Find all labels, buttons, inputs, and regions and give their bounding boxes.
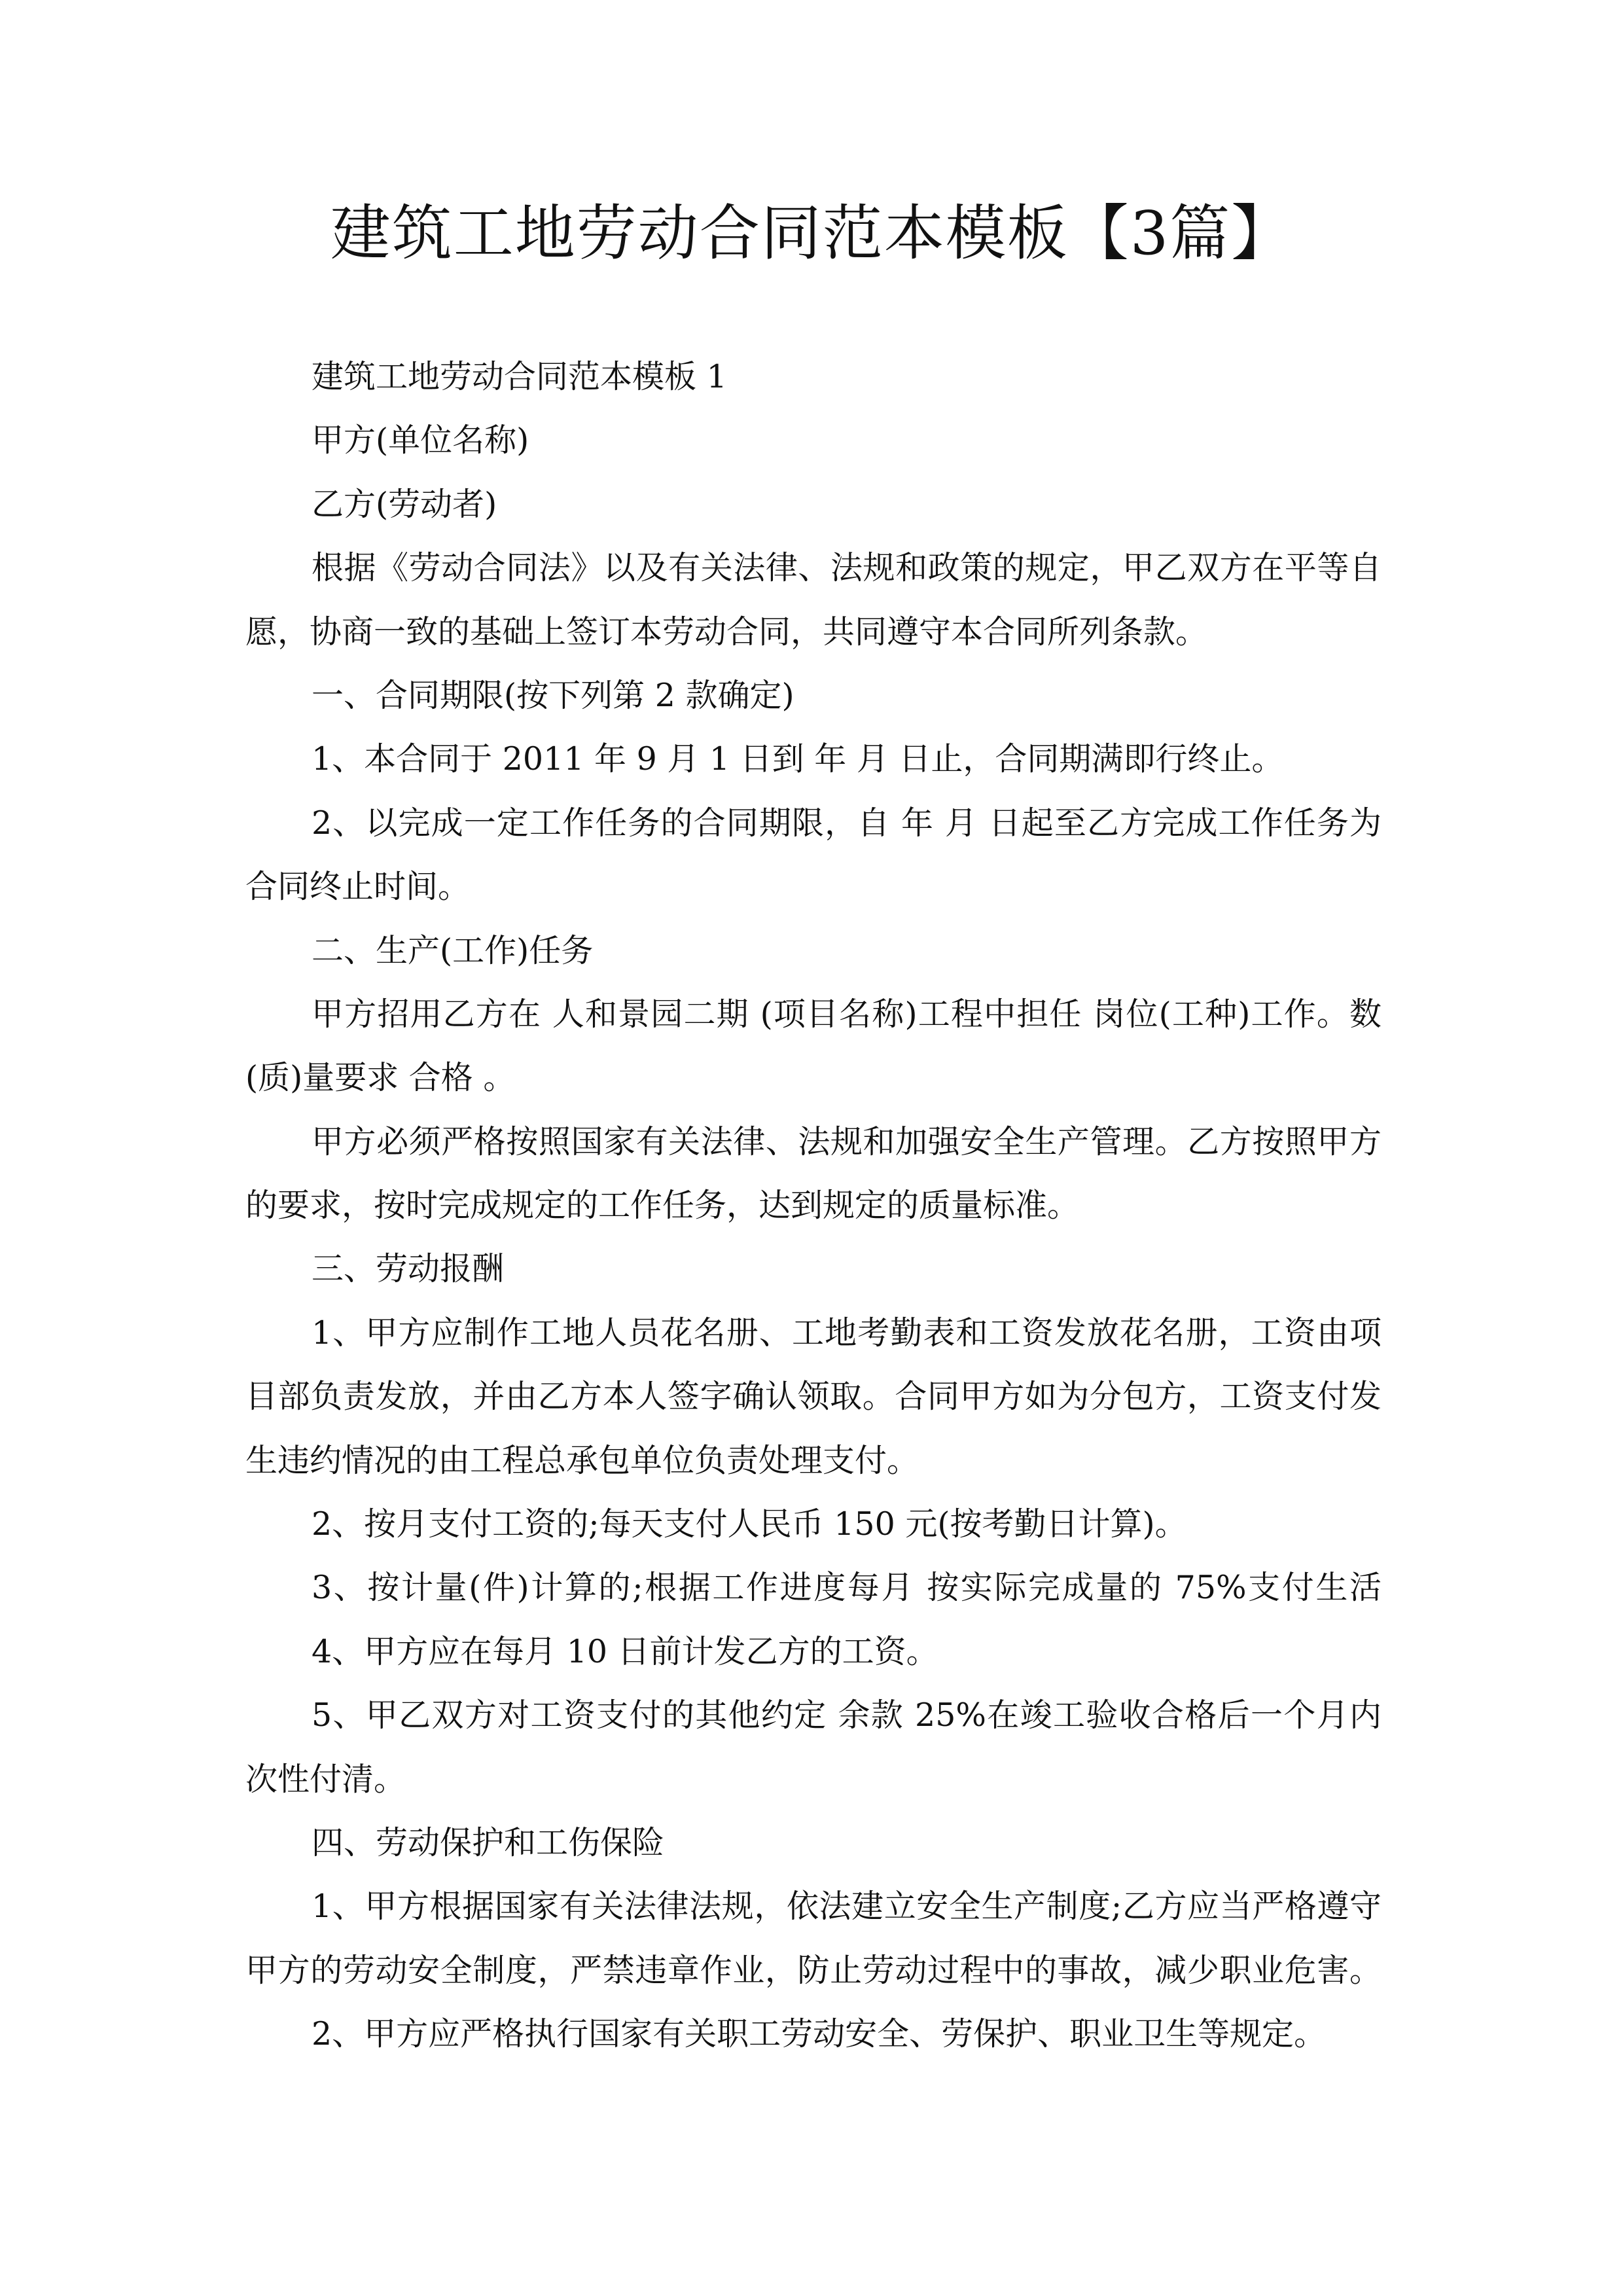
text-line: 的要求，按时完成规定的工作任务，达到规定的质量标准。: [245, 1187, 1080, 1225]
text-line: 建筑工地劳动合同范本模板 1: [312, 358, 727, 395]
text-line: 三、劳动报酬: [312, 1250, 505, 1288]
text-line: 甲方(单位名称): [312, 422, 529, 459]
text-line: 根据《劳动合同法》以及有关法律、法规和政策的规定，甲乙双方在平等自: [312, 549, 1382, 587]
text-line: 甲方的劳动安全制度，严禁违章作业，防止劳动过程中的事故，减少职业危害。: [245, 1951, 1382, 1989]
text-line: 甲方必须严格按照国家有关法律、法规和加强安全生产管理。乙方按照甲方: [312, 1122, 1382, 1160]
text-line: 5、甲乙双方对工资支付的其他约定 余款 25%在竣工验收合格后一个月内: [312, 1696, 1382, 1734]
text-line: 合同终止时间。: [245, 868, 471, 906]
text-line: 二、生产(工作)任务: [312, 931, 594, 969]
text-line: 2、甲方应严格执行国家有关职工劳动安全、劳保护、职业卫生等规定。: [312, 2015, 1327, 2053]
text-line: 4、甲方应在每月 10 日前计发乙方的工资。: [312, 1632, 938, 1670]
text-line: 四、劳动保护和工伤保险: [312, 1823, 665, 1861]
text-line: 2、按月支付工资的;每天支付人民币 150 元(按考勤日计算)。: [312, 1505, 1187, 1543]
text-line: 甲方招用乙方在 人和景园二期 (项目名称)工程中担任 岗位(工种)工作。数: [312, 995, 1382, 1033]
text-line: 1、本合同于 2011 年 9 月 1 日到 年 月 日止，合同期满即行终止。: [312, 740, 1284, 778]
text-line: 一、合同期限(按下列第 2 款确定): [312, 676, 794, 714]
text-line: (质)量要求 合格 。: [245, 1059, 516, 1097]
text-line: 2、以完成一定工作任务的合同期限，自 年 月 日起至乙方完成工作任务为: [312, 804, 1382, 842]
document-title: 建筑工地劳动合同范本模板【3篇】: [330, 198, 1293, 268]
text-line: 目部负责发放，并由乙方本人签字确认领取。合同甲方如为分包方，工资支付发: [245, 1378, 1382, 1416]
text-line: 3、按计量(件)计算的;根据工作进度每月 按实际完成量的 75%支付生活: [312, 1569, 1382, 1607]
text-line: 次性付清。: [245, 1760, 406, 1798]
text-line: 1、甲方应制作工地人员花名册、工地考勤表和工资发放花名册，工资由项: [312, 1314, 1382, 1352]
text-line: 乙方(劳动者): [312, 485, 497, 523]
text-line: 生违约情况的由工程总承包单位负责处理支付。: [245, 1441, 919, 1479]
text-line: 1、甲方根据国家有关法律法规，依法建立安全生产制度;乙方应当严格遵守: [312, 1888, 1382, 1926]
document-body: [245, 345, 1382, 2066]
text-line: 愿，协商一致的基础上签订本劳动合同，共同遵守本合同所列条款。: [245, 613, 1208, 651]
